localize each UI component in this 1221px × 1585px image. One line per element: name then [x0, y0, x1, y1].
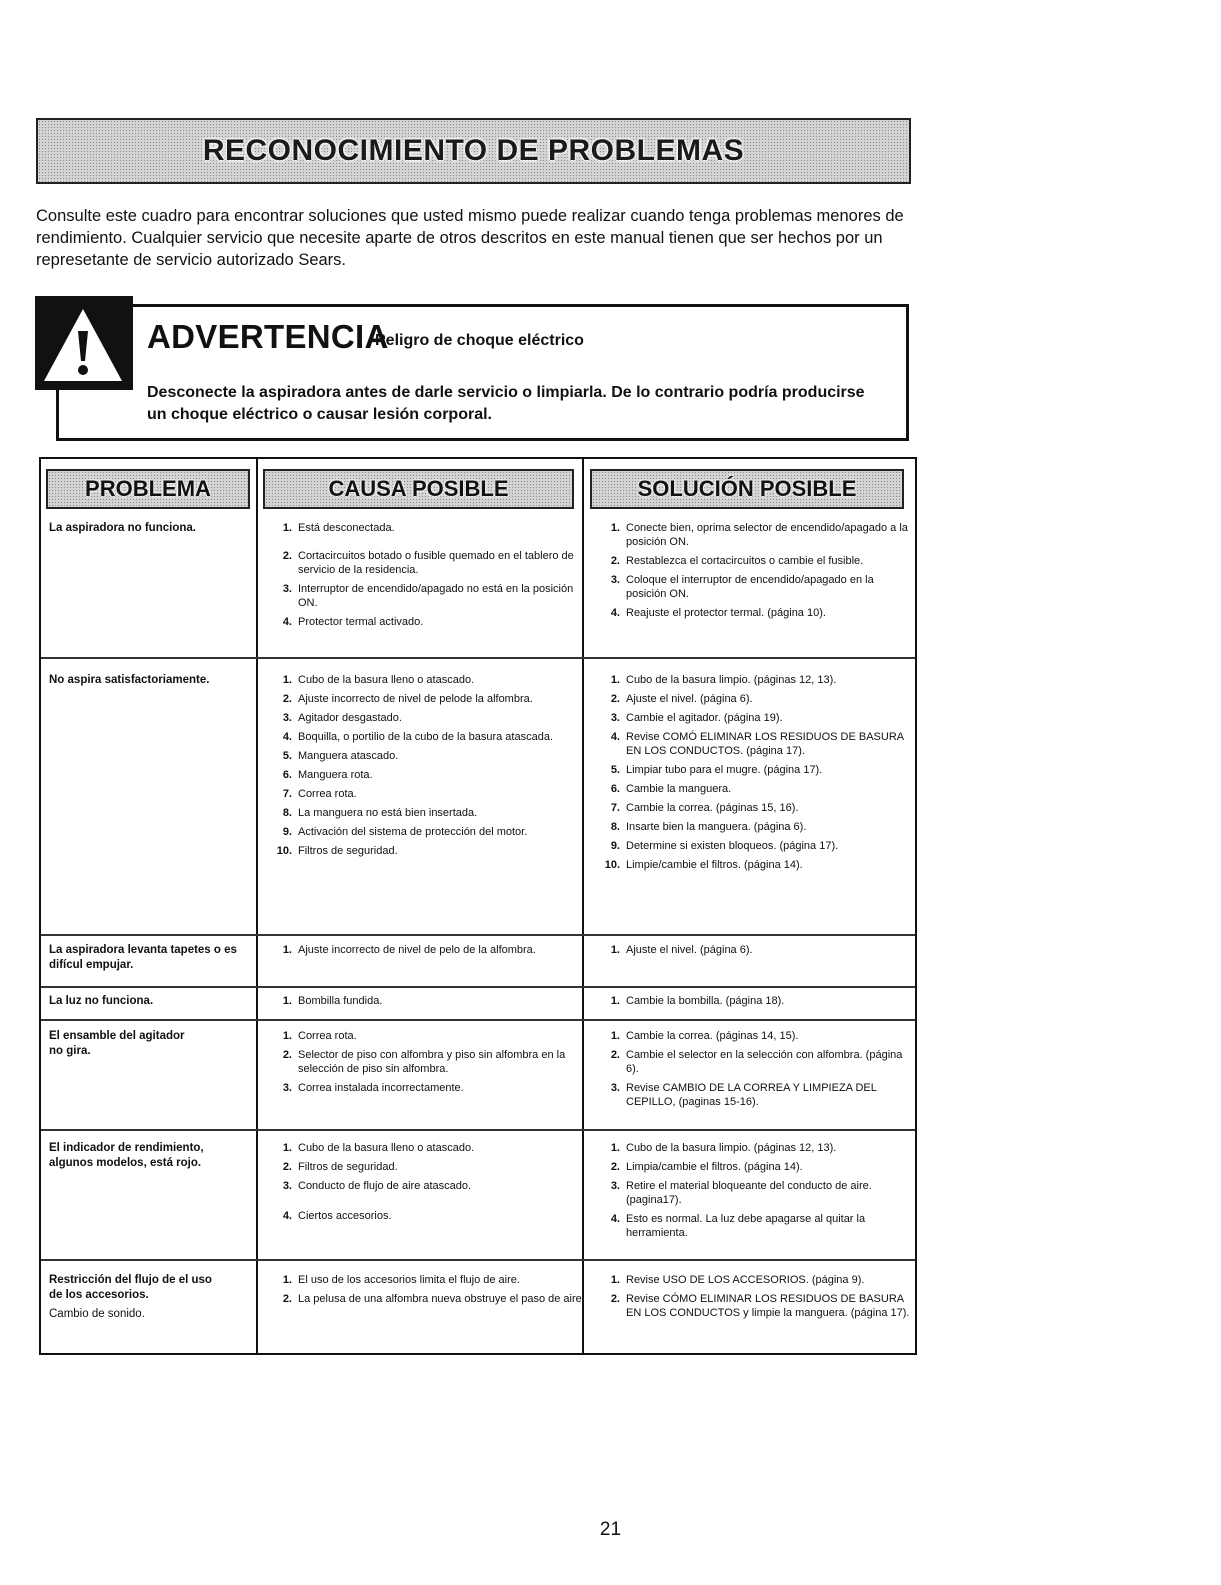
list-item: 1. Cubo de la basura limpio. (páginas 12, 13).: [610, 674, 837, 686]
cause-list: [268, 994, 588, 1013]
list-item: 3. Interruptor de encendido/apagado no está en la posición ON.: [282, 583, 574, 609]
list-item: 1. Cubo de la basura limpio. (páginas 12, 13).: [610, 1142, 837, 1154]
list-item: 2. Cambie el selector en la selección con alfombra. (página 6).: [610, 1049, 903, 1075]
problem-text: La aspiradora no funciona.: [49, 522, 196, 534]
list-item: 9. Activación del sistema de protección del motor.: [282, 826, 528, 838]
title-banner: [36, 118, 911, 184]
list-item: 1. Bombilla fundida.: [282, 995, 383, 1007]
problem-text: El indicador de rendimiento, algunos modelos, está rojo.: [49, 1142, 204, 1169]
solution-list: [596, 994, 916, 1013]
list-item: 2. Ajuste el nivel. (página 6).: [610, 693, 753, 705]
list-item: 3. Cambie el agitador. (página 19).: [610, 712, 783, 724]
list-item: 3. Retire el material bloqueante del conducto de aire. (pagina17).: [610, 1180, 872, 1206]
list-item: 7. Correa rota.: [282, 788, 357, 800]
intro-paragraph: Consulte este cuadro para encontrar soluciones que usted mismo puede realizar cuando tenga problemas menores de rendimiento. Cualquier servicio que necesite aparte de otros descritos en este manual tienen que ser hechos por un represetante de servicio autorizado Sears.: [36, 207, 904, 269]
warning-text: Desconecte la aspiradora antes de darle servicio o limpiarla. De lo contrario podría producirse un choque eléctrico o causar lesión corporal.: [147, 384, 865, 423]
solution-list: [596, 1029, 916, 1114]
cause-list: [268, 673, 588, 863]
list-item: 3. Agitador desgastado.: [282, 712, 402, 724]
list-item: 6. Manguera rota.: [282, 769, 373, 781]
list-item: 4. Ciertos accesorios.: [282, 1210, 392, 1222]
list-item: 2. Revise CÓMO ELIMINAR LOS RESIDUOS DE BASURA EN LOS CONDUCTOS y limpie la manguera. (página 17).: [610, 1293, 910, 1319]
list-item: 2. Limpia/cambie el filtros. (página 14).: [610, 1161, 803, 1173]
problem-text: Restricción del flujo de el uso de los accesorios.: [49, 1274, 212, 1301]
solution-list: [596, 943, 916, 962]
list-item: 8. Insarte bien la manguera. (página 6).: [610, 821, 807, 833]
problem-text: La luz no funciona.: [49, 995, 154, 1007]
header-solution-label: SOLUCIÓN POSIBLE: [637, 476, 857, 501]
list-item: 6. Cambie la manguera.: [610, 783, 732, 795]
list-item: 3. Conducto de flujo de aire atascado.: [282, 1180, 472, 1192]
cause-list: [268, 943, 588, 962]
list-item: 9. Determine si existen bloqueos. (página 17).: [610, 840, 839, 852]
list-item: 1. Correa rota.: [282, 1030, 357, 1042]
list-item: 1. Cambie la correa. (páginas 14, 15).: [610, 1030, 799, 1042]
row-divider: [41, 986, 915, 988]
list-item: 4. Reajuste el protector termal. (página 10).: [610, 607, 826, 619]
solution-list: [596, 1141, 916, 1245]
row-divider: [41, 1019, 915, 1021]
problem-text: El ensamble del agitador no gira.: [49, 1030, 185, 1057]
header-problem-label: PROBLEMA: [85, 476, 211, 501]
list-item: 2. La pelusa de una alfombra nueva obstruye el paso de aire.: [282, 1293, 585, 1305]
list-item: 1. Cubo de la basura lleno o atascado.: [282, 674, 475, 686]
list-item: 1. Ajuste el nivel. (página 6).: [610, 944, 753, 956]
solution-list: [596, 521, 916, 625]
list-item: 2. Restablezca el cortacircuitos o cambie el fusible.: [610, 555, 864, 567]
header-problem: [46, 469, 250, 509]
row-divider: [41, 1129, 915, 1131]
list-item: 5. Manguera atascado.: [282, 750, 399, 762]
list-item: 1. El uso de los accesorios limita el flujo de aire.: [282, 1274, 520, 1286]
list-item: 3. Revise CAMBIO DE LA CORREA Y LIMPIEZA DEL CEPILLO, (paginas 15-16).: [610, 1082, 877, 1108]
list-item: 7. Cambie la correa. (páginas 15, 16).: [610, 802, 799, 814]
list-item: 1. Está desconectada.: [282, 522, 395, 534]
problem-text-secondary: Cambio de sonido.: [49, 1308, 145, 1320]
page-number: 21: [599, 1519, 622, 1540]
list-item: 2. Filtros de seguridad.: [282, 1161, 398, 1173]
row-divider: [41, 1259, 915, 1261]
warning-triangle-icon: [42, 307, 124, 383]
cause-list: [268, 1273, 588, 1311]
list-item: 3. Correa instalada incorrectamente.: [282, 1082, 464, 1094]
cause-list: [268, 521, 588, 634]
column-divider: [256, 459, 258, 1353]
list-item: 10. Limpie/cambie el filtros. (página 14).: [604, 859, 803, 871]
troubleshooting-table: [39, 457, 917, 1355]
cause-list: [268, 1141, 588, 1228]
header-solution: [590, 469, 904, 509]
list-item: 2. Cortacircuitos botado o fusible quemado en el tablero de servicio de la residencia.: [282, 550, 574, 576]
list-item: 2. Selector de piso con alfombra y piso sin alfombra en la selección de piso sin alfombra.: [282, 1049, 566, 1075]
problem-text: No aspira satisfactoriamente.: [49, 674, 210, 686]
warning-title: ADVERTENCIA: [147, 318, 389, 355]
list-item: 3. Coloque el interruptor de encendido/apagado en la posición ON.: [610, 574, 874, 600]
row-divider: [41, 934, 915, 936]
list-item: 8. La manguera no está bien insertada.: [282, 807, 478, 819]
list-item: 4. Protector termal activado.: [282, 616, 424, 628]
list-item: 5. Limpiar tubo para el mugre. (página 17).: [610, 764, 823, 776]
list-item: 1. Cambie la bombilla. (página 18).: [610, 995, 785, 1007]
list-item: 4. Esto es normal. La luz debe apagarse al quitar la herramienta.: [610, 1213, 866, 1239]
solution-list: [596, 673, 916, 877]
list-item: 10. Filtros de seguridad.: [276, 845, 398, 857]
header-cause-label: CAUSA POSIBLE: [328, 476, 509, 501]
page-title: RECONOCIMIENTO DE PROBLEMAS: [202, 134, 745, 167]
list-item: 2. Ajuste incorrecto de nivel de pelode la alfombra.: [282, 693, 533, 705]
list-item: 1. Cubo de la basura lleno o atascado.: [282, 1142, 475, 1154]
solution-list: [596, 1273, 916, 1325]
list-item: 1. Conecte bien, oprima selector de encendido/apagado a la posición ON.: [610, 522, 908, 548]
row-divider: [41, 657, 915, 659]
list-item: 4. Revise COMÓ ELIMINAR LOS RESIDUOS DE BASURA EN LOS CONDUCTOS. (página 17).: [610, 731, 904, 757]
problem-text: La aspiradora levanta tapetes o es difícul empujar.: [49, 944, 237, 971]
list-item: 4. Boquilla, o portilio de la cubo de la basura atascada.: [282, 731, 554, 743]
warning-subtitle: Peligro de choque eléctrico: [375, 332, 584, 349]
list-item: 1. Ajuste incorrecto de nivel de pelo de la alfombra.: [282, 944, 536, 956]
header-cause: [263, 469, 574, 509]
cause-list: [268, 1029, 588, 1100]
list-item: 1. Revise USO DE LOS ACCESORIOS. (página 9).: [610, 1274, 865, 1286]
